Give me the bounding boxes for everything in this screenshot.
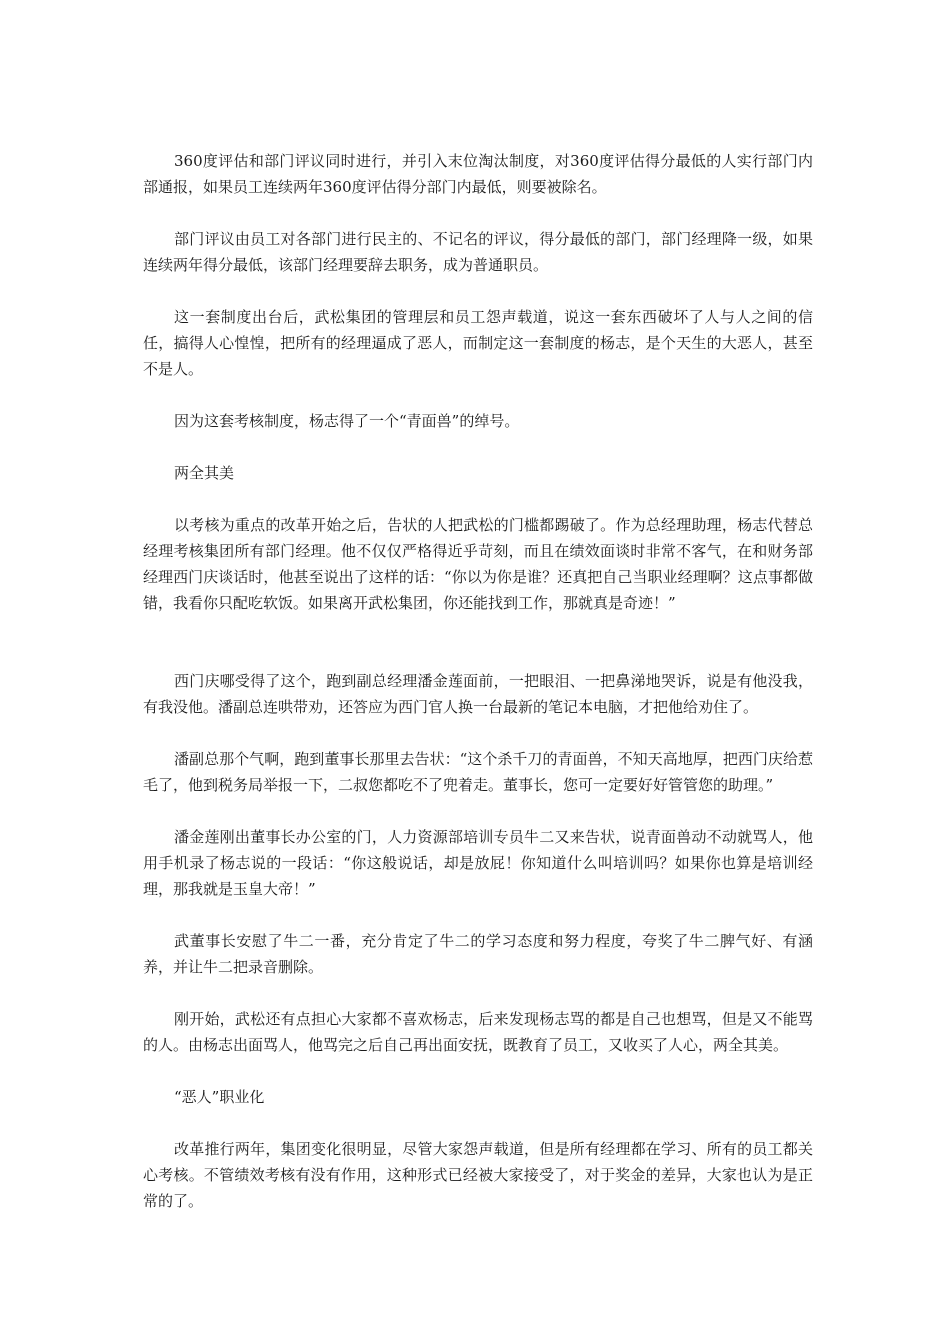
paragraph-niuer-complaint: 潘金莲刚出董事长办公室的门，人力资源部培训专员牛二又来告状，说青面兽动不动就骂人，他用手机录了杨志说的一段话：“你这般说话，却是放屁！你知道什么叫培训吗？如果你也算是培训经理，那我就是玉皇大帝！” [143, 828, 813, 898]
paragraph-reform-start: 以考核为重点的改革开始之后，告状的人把武松的门槛都踢破了。作为总经理助理，杨志代替总经理考核集团所有部门经理。他不仅仅严格得近乎苛刻，而且在绩效面谈时非常不客气，在和财务部经理西门庆谈话时，他甚至说出了这样的话：“你以为你是谁？还真把自己当职业经理啊？这点事都做错，我看你只配吃软饭。如果离开武松集团，你还能找到工作，那就真是奇迹！” [143, 516, 813, 612]
document-body [143, 148, 813, 1240]
paragraph-nickname: 因为这套考核制度，杨志得了一个“青面兽”的绰号。 [174, 412, 520, 430]
section-heading-best-of-both: 两全其美 [174, 464, 235, 482]
section-heading-professional-villain: “恶人”职业化 [174, 1088, 265, 1106]
paragraph-pan-complaint: 潘副总那个气啊，跑到董事长那里去告状：“这个杀千刀的青面兽，不知天高地厚，把西门庆给惹毛了，他到税务局举报一下，二叔您都吃不了兜着走。董事长，您可一定要好好管管您的助理。” [143, 750, 813, 794]
paragraph-best-of-both: 刚开始，武松还有点担心大家都不喜欢杨志，后来发现杨志骂的都是自己也想骂，但是又不能骂的人。由杨志出面骂人，他骂完之后自己再出面安抚，既教育了员工，又收买了人心，两全其美。 [143, 1010, 813, 1054]
paragraph-complaints: 这一套制度出台后，武松集团的管理层和员工怨声载道，说这一套东西破坏了人与人之间的信任，搞得人心惶惶，把所有的经理逼成了恶人，而制定这一套制度的杨志，是个天生的大恶人，甚至不是人。 [143, 308, 813, 378]
paragraph-ximen-complaint: 西门庆哪受得了这个，跑到副总经理潘金莲面前，一把眼泪、一把鼻涕地哭诉，说是有他没我，有我没他。潘副总连哄带劝，还答应为西门官人换一台最新的笔记本电脑，才把他给劝住了。 [143, 672, 813, 716]
paragraph-360-evaluation: 360度评估和部门评议同时进行，并引入末位淘汰制度，对360度评估得分最低的人实行部门内部通报，如果员工连续两年360度评估得分部门内最低，则要被除名。 [143, 152, 813, 196]
paragraph-chairman-comfort: 武董事长安慰了牛二一番，充分肯定了牛二的学习态度和努力程度，夸奖了牛二脾气好、有涵养，并让牛二把录音删除。 [143, 932, 813, 976]
paragraph-reform-results: 改革推行两年，集团变化很明显，尽管大家怨声载道，但是所有经理都在学习、所有的员工都关心考核。不管绩效考核有没有作用，这种形式已经被大家接受了，对于奖金的差异，大家也认为是正常的了。 [143, 1140, 813, 1210]
paragraph-department-review: 部门评议由员工对各部门进行民主的、不记名的评议，得分最低的部门，部门经理降一级，如果连续两年得分最低，该部门经理要辞去职务，成为普通职员。 [143, 230, 813, 274]
